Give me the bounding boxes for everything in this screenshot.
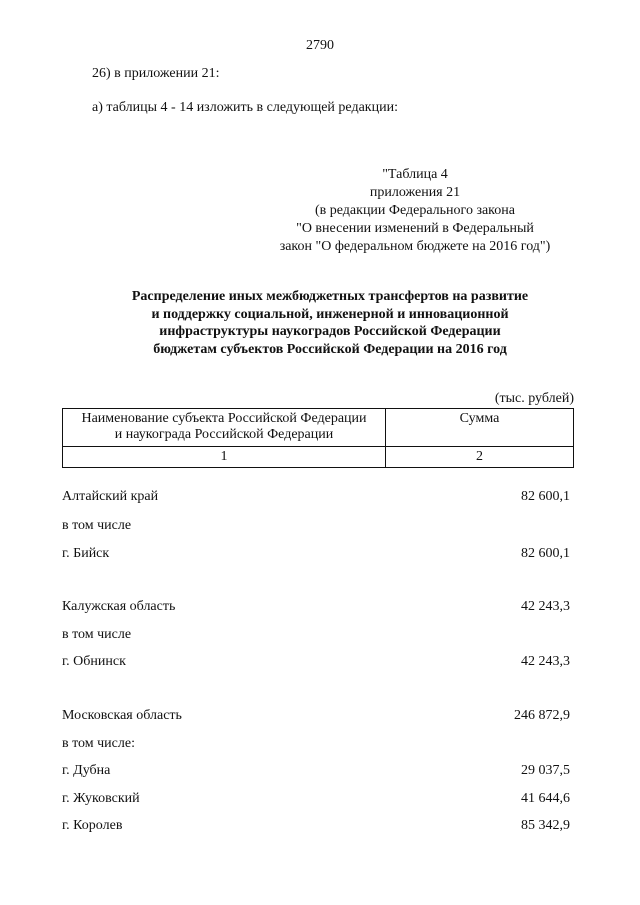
header-subject-line: Наименование субъекта Российской Федерации [81,411,367,426]
header-subject-line: и наукограда Российской Федерации [114,427,334,442]
caption-line: закон "О федеральном бюджете на 2016 год") [279,239,551,254]
caption-line: (в редакции Федерального закона [315,203,515,218]
table-row [62,708,570,726]
row-amount: 246 872,9 [514,708,570,723]
table-row [62,489,570,507]
row-name: г. Бийск [62,546,110,561]
table-row [62,627,570,645]
title-line: инфраструктуры наукоградов Российской Федерации [159,324,501,339]
table-caption [250,166,580,256]
row-name: в том числе: [62,736,135,751]
table-row [62,518,570,536]
title-line: Распределение иных межбюджетных трансфертов на развитие [131,289,529,304]
row-name: г. Дубна [62,763,111,778]
caption-line: "О внесении изменений в Федеральный [296,221,534,236]
title-line: и поддержку социальной, инженерной и инновационной [151,306,509,322]
table-row [62,818,570,836]
column-number-2: 2 [386,447,574,468]
units-label: (тыс. рублей) [494,391,574,406]
row-name: г. Королев [62,818,123,833]
table-row [62,736,570,754]
table-row [62,791,570,809]
row-name: Алтайский край [62,489,159,504]
row-name: Калужская область [62,599,176,614]
row-name: в том числе [62,518,132,533]
row-amount: 42 243,3 [521,654,570,669]
page-number: 2790 [306,38,334,53]
row-name: г. Обнинск [62,654,126,669]
intro-line-1: 26) в приложении 21: [92,66,220,81]
row-amount: 42 243,3 [521,599,570,614]
row-amount: 82 600,1 [521,546,570,561]
column-number-1: 1 [63,447,386,468]
title-line: бюджетам субъектов Российской Федерации на 2016 год [153,341,507,357]
intro-line-2: а) таблицы 4 - 14 изложить в следующей редакции: [92,100,398,115]
header-subject-name [63,409,386,447]
document-title [60,288,600,358]
row-name: в том числе [62,627,132,642]
caption-line: приложения 21 [369,185,461,200]
row-amount: 29 037,5 [521,763,570,778]
row-amount: 82 600,1 [521,489,570,504]
table-row [62,763,570,781]
table-row [62,654,570,672]
row-name: г. Жуковский [62,791,140,806]
table-row [62,599,570,617]
table-header [62,408,574,468]
row-amount: 41 644,6 [521,791,570,806]
header-amount: Сумма [386,409,574,447]
row-name: Московская область [62,708,182,723]
caption-line: "Таблица 4 [382,167,448,182]
table-row [62,546,570,564]
row-amount: 85 342,9 [521,818,570,833]
